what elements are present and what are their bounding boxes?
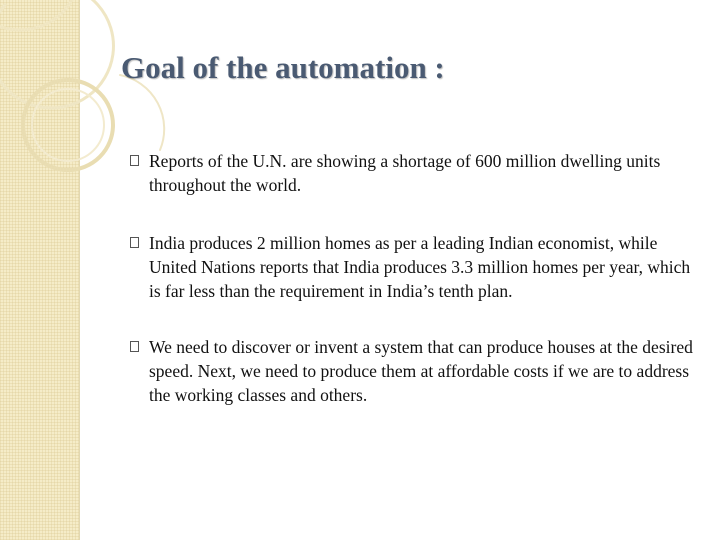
bullet-text: We need to discover or invent a system that can produce houses at the desired speed. Next, we need to produce them at affordable costs if we are to address the working classes and others. xyxy=(149,337,693,405)
square-bullet-icon xyxy=(130,341,139,352)
slide-title: Goal of the automation : xyxy=(121,50,445,85)
decorative-arc xyxy=(120,75,164,150)
decorative-ring-inner xyxy=(32,89,104,161)
bullet-item xyxy=(130,231,705,303)
decorative-ring-middle xyxy=(23,80,113,170)
bullet-item xyxy=(130,149,705,197)
square-bullet-icon xyxy=(130,155,139,166)
decorative-ring-top xyxy=(0,0,80,30)
bullet-text: India produces 2 million homes as per a leading Indian economist, while United Nations reports that India produces 3.3 million homes per year, which is far less than the requirement in India’s tenth plan. xyxy=(149,233,691,301)
square-bullet-icon xyxy=(130,237,139,248)
bullet-text: Reports of the U.N. are showing a shortage of 600 million dwelling units throughout the world. xyxy=(149,151,661,195)
bullet-item xyxy=(130,335,705,407)
bullet-list xyxy=(130,149,705,441)
